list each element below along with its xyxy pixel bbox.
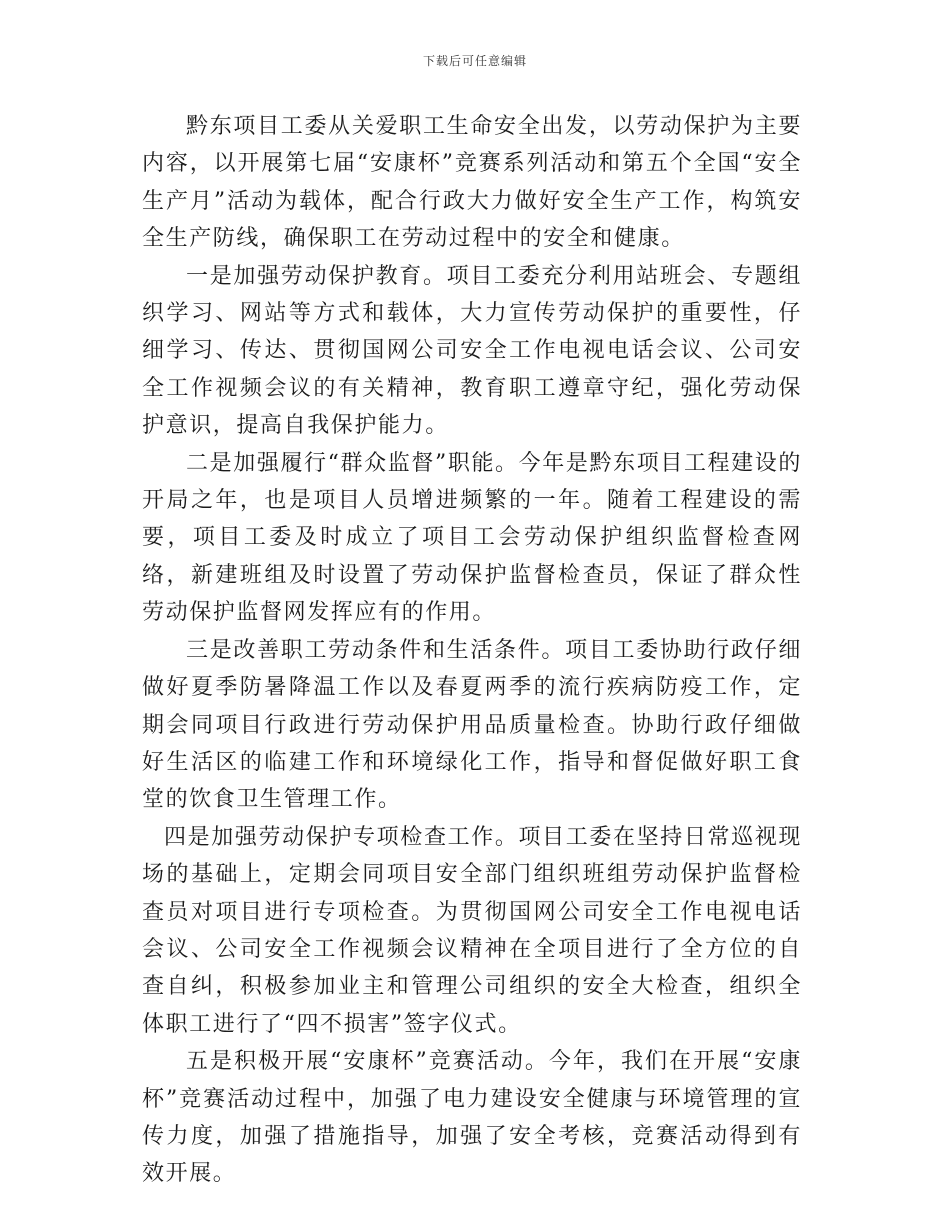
paragraph-item-2: 二是加强履行“群众监督”职能。今年是黔东项目工程建设的开局之年，也是项目人员增进频繁的一年。随着工程建设的需要，项目工委及时成立了项目工会劳动保护组织监督检查网络，新建班组及时设置了劳动保护监督检查员，保证了群众性劳动保护监督网发挥应有的作用。 — [142, 450, 802, 626]
document-body — [142, 100, 802, 1193]
paragraph-item-3: 三是改善职工劳动条件和生活条件。项目工委协助行政仔细做好夏季防暑降温工作以及春夏两季的流行疾病防疫工作，定期会同项目行政进行劳动保护用品质量检查。协助行政仔细做好生活区的临建工作和环境绿化工作，指导和督促做好职工食堂的饮食卫生管理工作。 — [142, 637, 802, 813]
paragraph-item-4: 四是加强劳动保护专项检查工作。项目工委在坚持日常巡视现场的基础上，定期会同项目安全部门组织班组劳动保护监督检查员对项目进行专项检查。为贯彻国网公司安全工作电视电话会议、公司安全工作视频会议精神在全项目进行了全方位的自查自纠，积极参加业主和管理公司组织的安全大检查，组织全体职工进行了“四不损害”签字仪式。 — [142, 824, 802, 1037]
paragraph-item-1: 一是加强劳动保护教育。项目工委充分利用站班会、专题组织学习、网站等方式和载体，大力宣传劳动保护的重要性，仔细学习、传达、贯彻国网公司安全工作电视电话会议、公司安全工作视频会议的有关精神，教育职工遵章守纪，强化劳动保护意识，提高自我保护能力。 — [142, 263, 802, 439]
download-editable-note: 下载后可任意编辑 — [422, 54, 527, 68]
paragraph-item-5: 五是积极开展“安康杯”竞赛活动。今年，我们在开展“安康杯”竞赛活动过程中，加强了电力建设安全健康与环境管理的宣传力度，加强了措施指导，加强了安全考核，竞赛活动得到有效开展。 — [142, 1049, 802, 1187]
paragraph-intro: 黔东项目工委从关爱职工生命安全出发，以劳动保护为主要内容，以开展第七届“安康杯”竞赛系列活动和第五个全国“安全生产月”活动为载体，配合行政大力做好安全生产工作，构筑安全生产防线，确保职工在劳动过程中的安全和健康。 — [142, 114, 802, 252]
